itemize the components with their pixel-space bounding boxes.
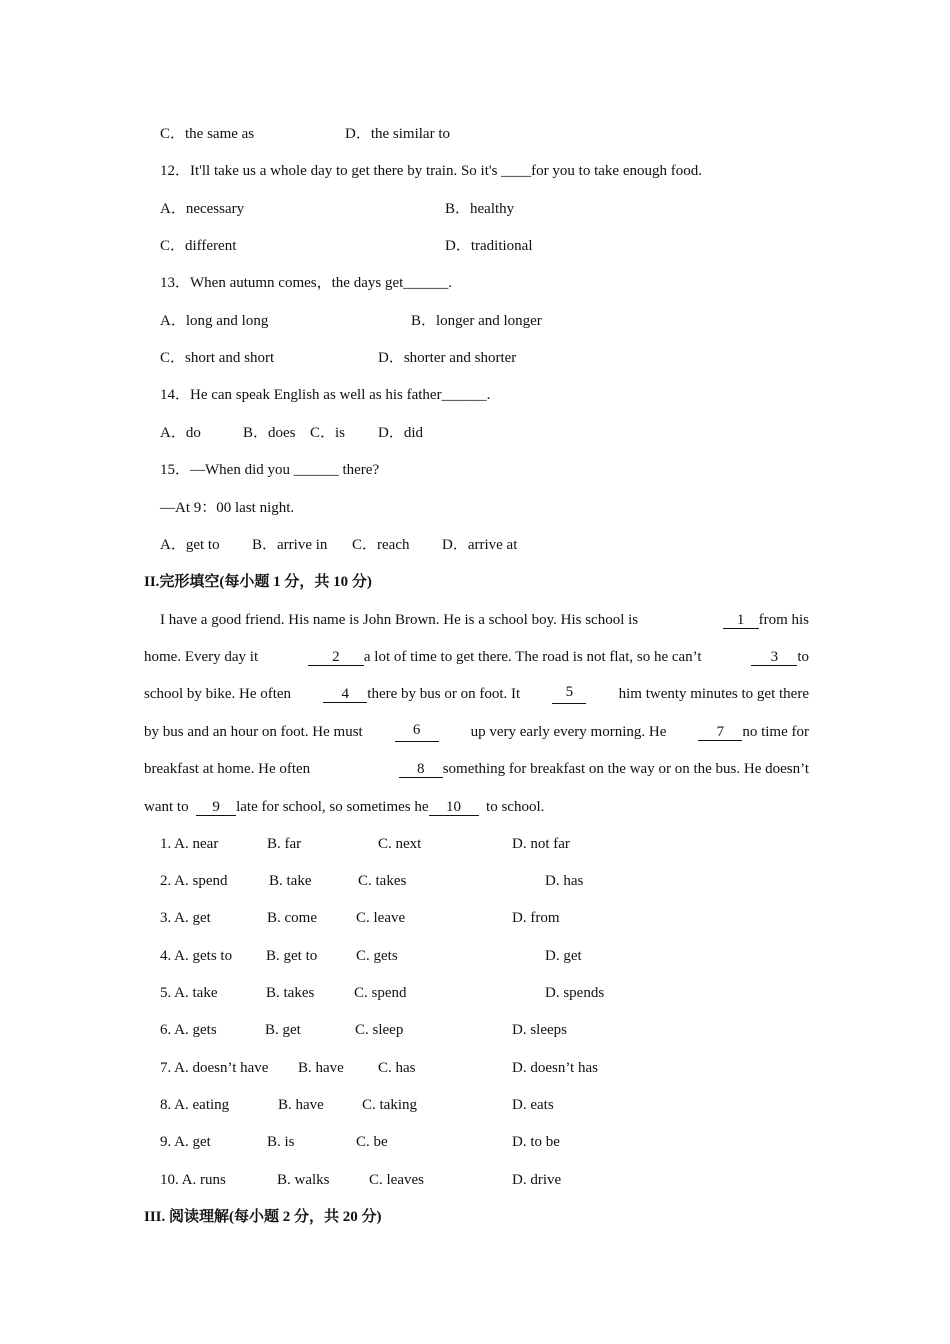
q11-option-d: D．the similar to (345, 126, 450, 142)
cloze-option-4d: D. get (545, 948, 582, 964)
cloze-blank-7: 7 (698, 724, 742, 741)
cloze-option-4a: 4. A. gets to (160, 948, 233, 964)
passage-line-6 (144, 797, 544, 817)
q14-stem: 14．He can speak English as well as his father______. (160, 387, 491, 403)
q13-option-d: D．shorter and shorter (378, 350, 517, 366)
passage-text: school by bike. He often (144, 686, 292, 702)
passage-text: there by bus or on foot. It (367, 686, 521, 702)
passage-line-1 (160, 610, 809, 630)
cloze-option-9a: 9. A. get (160, 1134, 211, 1150)
passage-text: by bus and an hour on foot. He must (144, 724, 363, 740)
q15-option-a: A．get to (160, 537, 220, 553)
cloze-option-3a: 3. A. get (160, 910, 211, 926)
cloze-blank-10: 10 (429, 799, 479, 816)
q12-blank: ____ (501, 163, 532, 179)
cloze-blank-2: 2 (308, 649, 364, 666)
cloze-option-1d: D. not far (512, 836, 570, 852)
cloze-option-5c: C. spend (354, 985, 407, 1001)
passage-text: a lot of time to get there. The road is not flat, so he can’t (363, 649, 702, 665)
cloze-option-1b: B. far (267, 836, 302, 852)
cloze-option-5a: 5. A. take (160, 985, 218, 1001)
passage-text: no time for (742, 724, 809, 740)
q12-option-b: B．healthy (445, 201, 515, 217)
cloze-option-6c: C. sleep (355, 1022, 404, 1038)
q14-option-a: A．do (160, 425, 201, 441)
cloze-option-2d: D. has (545, 873, 584, 889)
q14-option-d: D．did (378, 425, 424, 441)
q15-option-c: C．reach (352, 537, 410, 553)
passage-text: late for school, so sometimes he (236, 799, 429, 815)
cloze-blank-9: 9 (196, 799, 236, 816)
cloze-option-2c: C. takes (358, 873, 407, 889)
section-2-title: II.完形填空(每小题 1 分，共 10 分) (144, 574, 372, 590)
q13-stem: 13．When autumn comes，the days get______. (160, 275, 453, 291)
cloze-blank-1: 1 (723, 612, 759, 629)
section-3-title: III. 阅读理解(每小题 2 分，共 20 分) (144, 1209, 382, 1225)
passage-text: breakfast at home. He often (144, 761, 311, 777)
cloze-option-6b: B. get (265, 1022, 301, 1038)
cloze-option-3b: B. come (267, 910, 317, 926)
q14-option-b: B．does (243, 425, 296, 441)
q12-option-a: A．necessary (160, 201, 245, 217)
cloze-option-9b: B. is (267, 1134, 295, 1150)
passage-text: want to (144, 799, 189, 815)
q12-stem-part-a: 12．It'll take us a whole day to get there by train. So it's (160, 163, 502, 179)
passage-line-2 (144, 647, 809, 667)
cloze-option-6d: D. sleeps (512, 1022, 567, 1038)
cloze-blank-4: 4 (323, 686, 367, 703)
cloze-option-1c: C. next (378, 836, 422, 852)
cloze-option-10b: B. walks (277, 1172, 330, 1188)
passage-text: up very early every morning. He (470, 724, 667, 740)
passage-text: to (797, 649, 809, 665)
q15-answer-line: —At 9：00 last night. (160, 500, 295, 516)
cloze-option-7b: B. have (298, 1060, 344, 1076)
cloze-option-9d: D. to be (512, 1134, 560, 1150)
cloze-option-4b: B. get to (266, 948, 318, 964)
cloze-option-10c: C. leaves (369, 1172, 424, 1188)
passage-text: from his (758, 612, 809, 628)
q13-option-c: C．short and short (160, 350, 275, 366)
cloze-option-1a: 1. A. near (160, 836, 219, 852)
q15-option-d: D．arrive at (442, 537, 518, 553)
cloze-option-10d: D. drive (512, 1172, 562, 1188)
q15-stem: 15．—When did you ______ there? (160, 462, 380, 478)
cloze-option-7d: D. doesn’t has (512, 1060, 598, 1076)
cloze-option-10a: 10. A. runs (160, 1172, 226, 1188)
cloze-blank-5: 5 (552, 684, 586, 704)
q13-option-a: A．long and long (160, 313, 269, 329)
cloze-option-3d: D. from (512, 910, 560, 926)
cloze-option-7a: 7. A. doesn’t have (160, 1060, 269, 1076)
q12-option-d: D．traditional (445, 238, 533, 254)
passage-text: I have a good friend. His name is John Brown. He is a school boy. His school is (160, 612, 639, 628)
cloze-option-5d: D. spends (545, 985, 605, 1001)
passage-line-4 (144, 722, 809, 742)
q15-option-b: B．arrive in (252, 537, 328, 553)
passage-text: him twenty minutes to get there (618, 686, 809, 702)
cloze-option-9c: C. be (356, 1134, 388, 1150)
q13-option-b: B．longer and longer (411, 313, 542, 329)
cloze-option-8d: D. eats (512, 1097, 554, 1113)
passage-text: to school. (486, 799, 545, 815)
passage-text: something for breakfast on the way or on the bus. He doesn’t (442, 761, 809, 777)
q14-option-c: C．is (310, 425, 346, 441)
cloze-option-3c: C. leave (356, 910, 406, 926)
passage-line-3 (144, 684, 809, 704)
cloze-option-8b: B. have (278, 1097, 324, 1113)
passage-text: home. Every day it (144, 649, 259, 665)
cloze-option-2a: 2. A. spend (160, 873, 228, 889)
cloze-option-5b: B. takes (266, 985, 315, 1001)
cloze-blank-8: 8 (399, 761, 443, 778)
cloze-option-8a: 8. A. eating (160, 1097, 230, 1113)
q12-stem (160, 161, 702, 181)
cloze-option-7c: C. has (378, 1060, 416, 1076)
cloze-option-4c: C. gets (356, 948, 398, 964)
cloze-blank-6: 6 (395, 722, 439, 742)
q12-stem-part-b: for you to take enough food. (531, 163, 702, 179)
q12-option-c: C．different (160, 238, 237, 254)
cloze-blank-3: 3 (751, 649, 797, 666)
passage-line-5 (144, 759, 809, 779)
q11-option-c: C．the same as (160, 126, 255, 142)
cloze-option-6a: 6. A. gets (160, 1022, 217, 1038)
cloze-option-2b: B. take (269, 873, 312, 889)
cloze-option-8c: C. taking (362, 1097, 417, 1113)
